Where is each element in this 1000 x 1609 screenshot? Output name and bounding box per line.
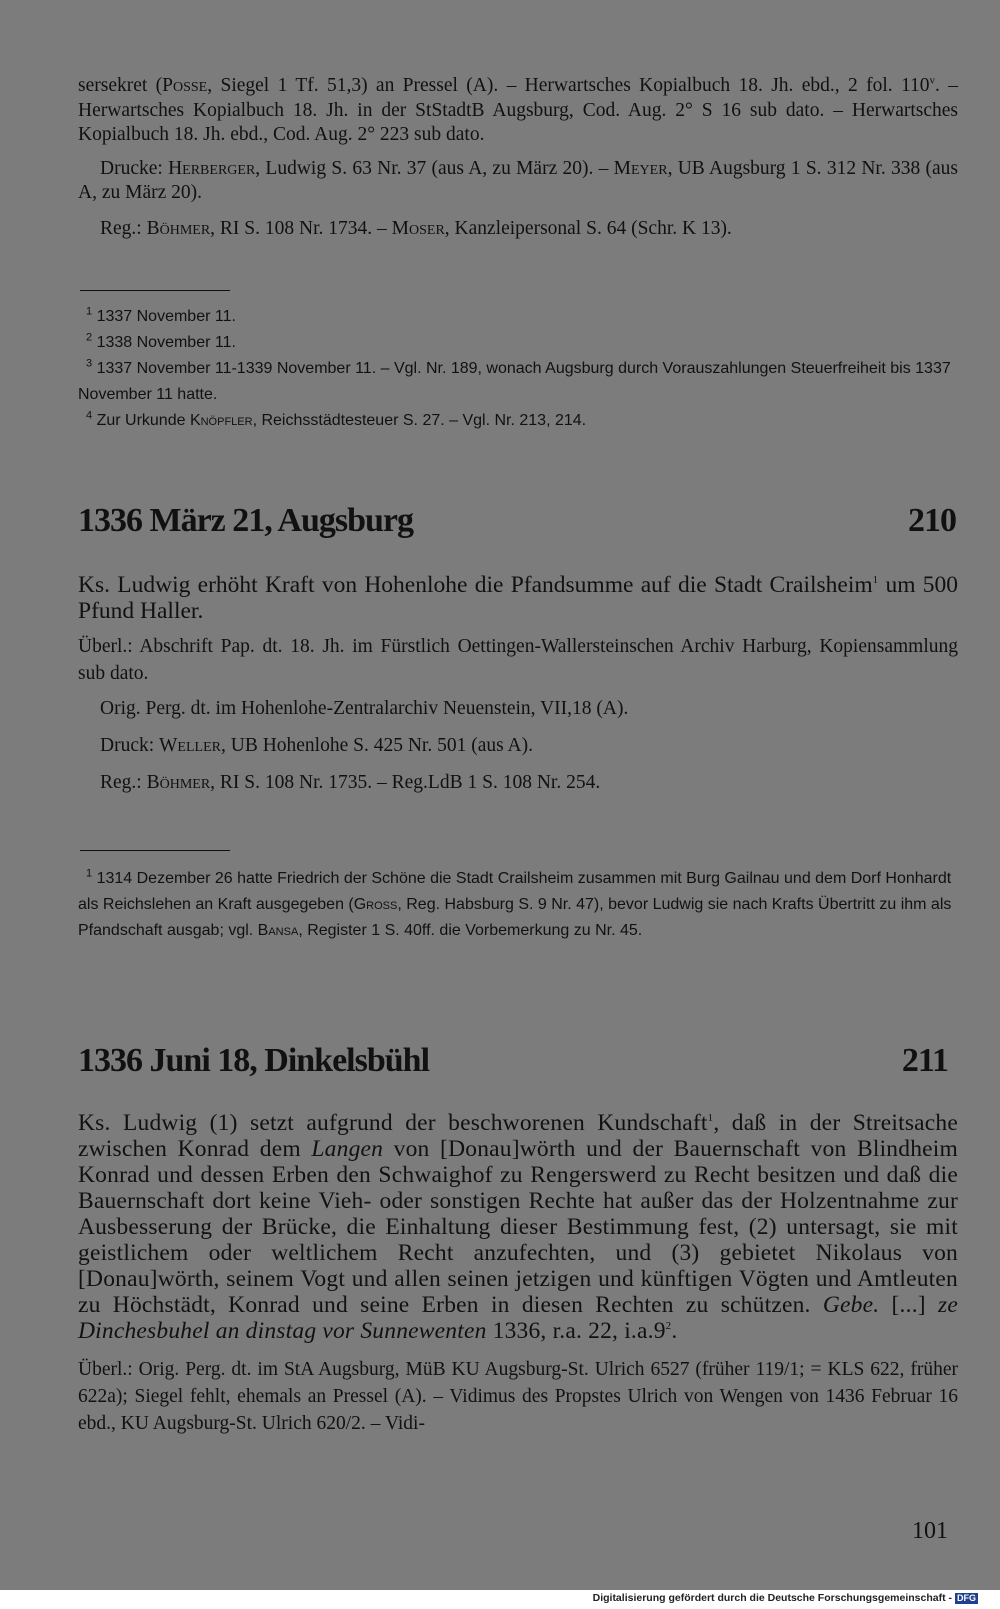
entry-210-footnote-1: $^1$ 1314 Dezember 26 hatte Friedrich der Schöne die Stadt Crailsheim zusammen mit Burg Gailnau und dem Dorf Honhardt als Reichslehen an Kraft ausgegeben (Gross, Reg. Habsburg S. 9 Nr. 47), bevor Ludwig sie nach Krafts Übertritt zu ihm als Pfandschaft ausgab; vgl. Bansa, Register 1 S. 40ff. die Vorbemerkung zu Nr. 45. [78, 867, 952, 939]
footnote-1: $^1$ 1337 November 11. [86, 305, 236, 325]
entry-211-body [78, 1110, 958, 1437]
footnote-2: $^2$ 1338 November 11. [86, 331, 236, 351]
entry-211-heading [78, 1042, 958, 1080]
entry-210-heading [78, 502, 958, 540]
entry-211-title: 1336 Juni 18, Dinkelsbühl [78, 1042, 430, 1079]
entry-210-body [78, 572, 958, 796]
entry-210-druck: Druck: Weller, UB Hohenlohe S. 425 Nr. 501 (aus A). [100, 735, 533, 756]
dfg-logo: DFG [957, 1592, 976, 1603]
footnote-rule-210 [80, 850, 230, 851]
entry-211-regest: Ks. Ludwig (1) setzt aufgrund der beschworenen Kundschaft$^1$, daß in der Streitsache zwischen Konrad dem Langen von [Donau]wörth und der Bauernschaft von Blindheim Konrad und dessen Erben den Schwaighof zu Rengerswerd zu Recht besitzen und daß die Bauernschaft dort keine Vieh- oder sonstigen Rechte hat außer das der Holzentnahme zur Ausbesserung der Brücke, die Einhaltung dieser Bestimmung fest, (2) untersagt, sie mit geistlichem oder weltlichem Recht anzufechten, und (3) gebietet Nikolaus von [Donau]wörth, seinem Vogt und allen seinen jetzigen und künftigen Vögten und Amtleuten zu Höchstädt, Konrad und seine Erben in diesen Rechten zu schützen. Gebe. [...] ze Dinchesbuhel an dinstag vor Sunnewenten 1336, r.a. 22, $i.a.9^2$. [78, 1110, 959, 1344]
author-posse: Posse [162, 75, 208, 96]
previous-entry-continuation [78, 74, 958, 241]
entry-210-reg: Reg.: Böhmer, RI S. 108 Nr. 1735. – Reg.LdB 1 S. 108 Nr. 254. [100, 772, 601, 793]
entry-210-footnotes [78, 866, 958, 944]
page-number: 101 [912, 1518, 948, 1544]
footer-text: Digitalisierung gefördert durch die Deutsche Forschungsgemeinschaft - [592, 1592, 952, 1604]
drucke-paragraph: Drucke: Herberger, Ludwig S. 63 Nr. 37 (aus A, zu März 20). – Meyer, UB Augsburg 1 S. 312 Nr. 338 (aus A, zu März 20). [78, 157, 958, 203]
footnotes-top [78, 304, 958, 434]
entry-211-number: 211 [901, 1042, 948, 1079]
entry-210-ueberlieferung: Überl.: Abschrift Pap. dt. 18. Jh. im Fürstlich Oettingen-Wallersteinschen Archiv Harburg, Kopiensammlung sub dato. [78, 636, 958, 684]
footnote-3: $^3$ 1337 November 11-1339 November 11. – Vgl. Nr. 189, wonach Augsburg durch Vorauszahlungen Steuerfreiheit bis 1337 November 11 hatte. [78, 357, 951, 403]
entry-210-title: 1336 März 21, Augsburg [78, 502, 413, 539]
footnote-4: $^4$ Zur Urkunde Knöpfler, Reichsstädtesteuer S. 27. – Vgl. Nr. 213, 214. [86, 409, 587, 429]
continuation-paragraph: sersekret (Posse, Siegel 1 Tf. 51,3) an Pressel (A). – Herwartsches Kopialbuch 18. Jh. ebd., 2 fol. 110$^v$. – Herwartsches Kopialbuch 18. Jh. in der StStadtB Augsburg, Cod. Aug. 2° S 16 sub dato. – Herwartsches Kopialbuch 18. Jh. ebd., Cod. Aug. 2° 223 sub dato. [78, 74, 959, 145]
entry-211-ueberlieferung: Überl.: Orig. Perg. dt. im StA Augsburg, MüB KU Augsburg-St. Ulrich 6527 (früher 119/1; = KLS 622, früher 622a); Siegel fehlt, ehemals an Pressel (A). – Vidimus des Propstes Ulrich von Wengen von 1436 Februar 16 ebd., KU Augsburg-St. Ulrich 620/2. – Vidi- [78, 1359, 958, 1434]
reg-paragraph: Reg.: Böhmer, RI S. 108 Nr. 1734. – Moser, Kanzleipersonal S. 64 (Schr. K 13). [100, 217, 732, 239]
entry-210-original: Orig. Perg. dt. im Hohenlohe-Zentralarchiv Neuenstein, VII,18 (A). [100, 698, 629, 719]
digitization-footer [593, 1592, 978, 1604]
entry-210-regest: Ks. Ludwig erhöht Kraft von Hohenlohe die Pfandsumme auf die Stadt Crailsheim$^1$ um 500 Pfund Haller. [78, 572, 959, 624]
entry-210-number: 210 [908, 502, 956, 539]
footnote-rule [80, 290, 230, 291]
